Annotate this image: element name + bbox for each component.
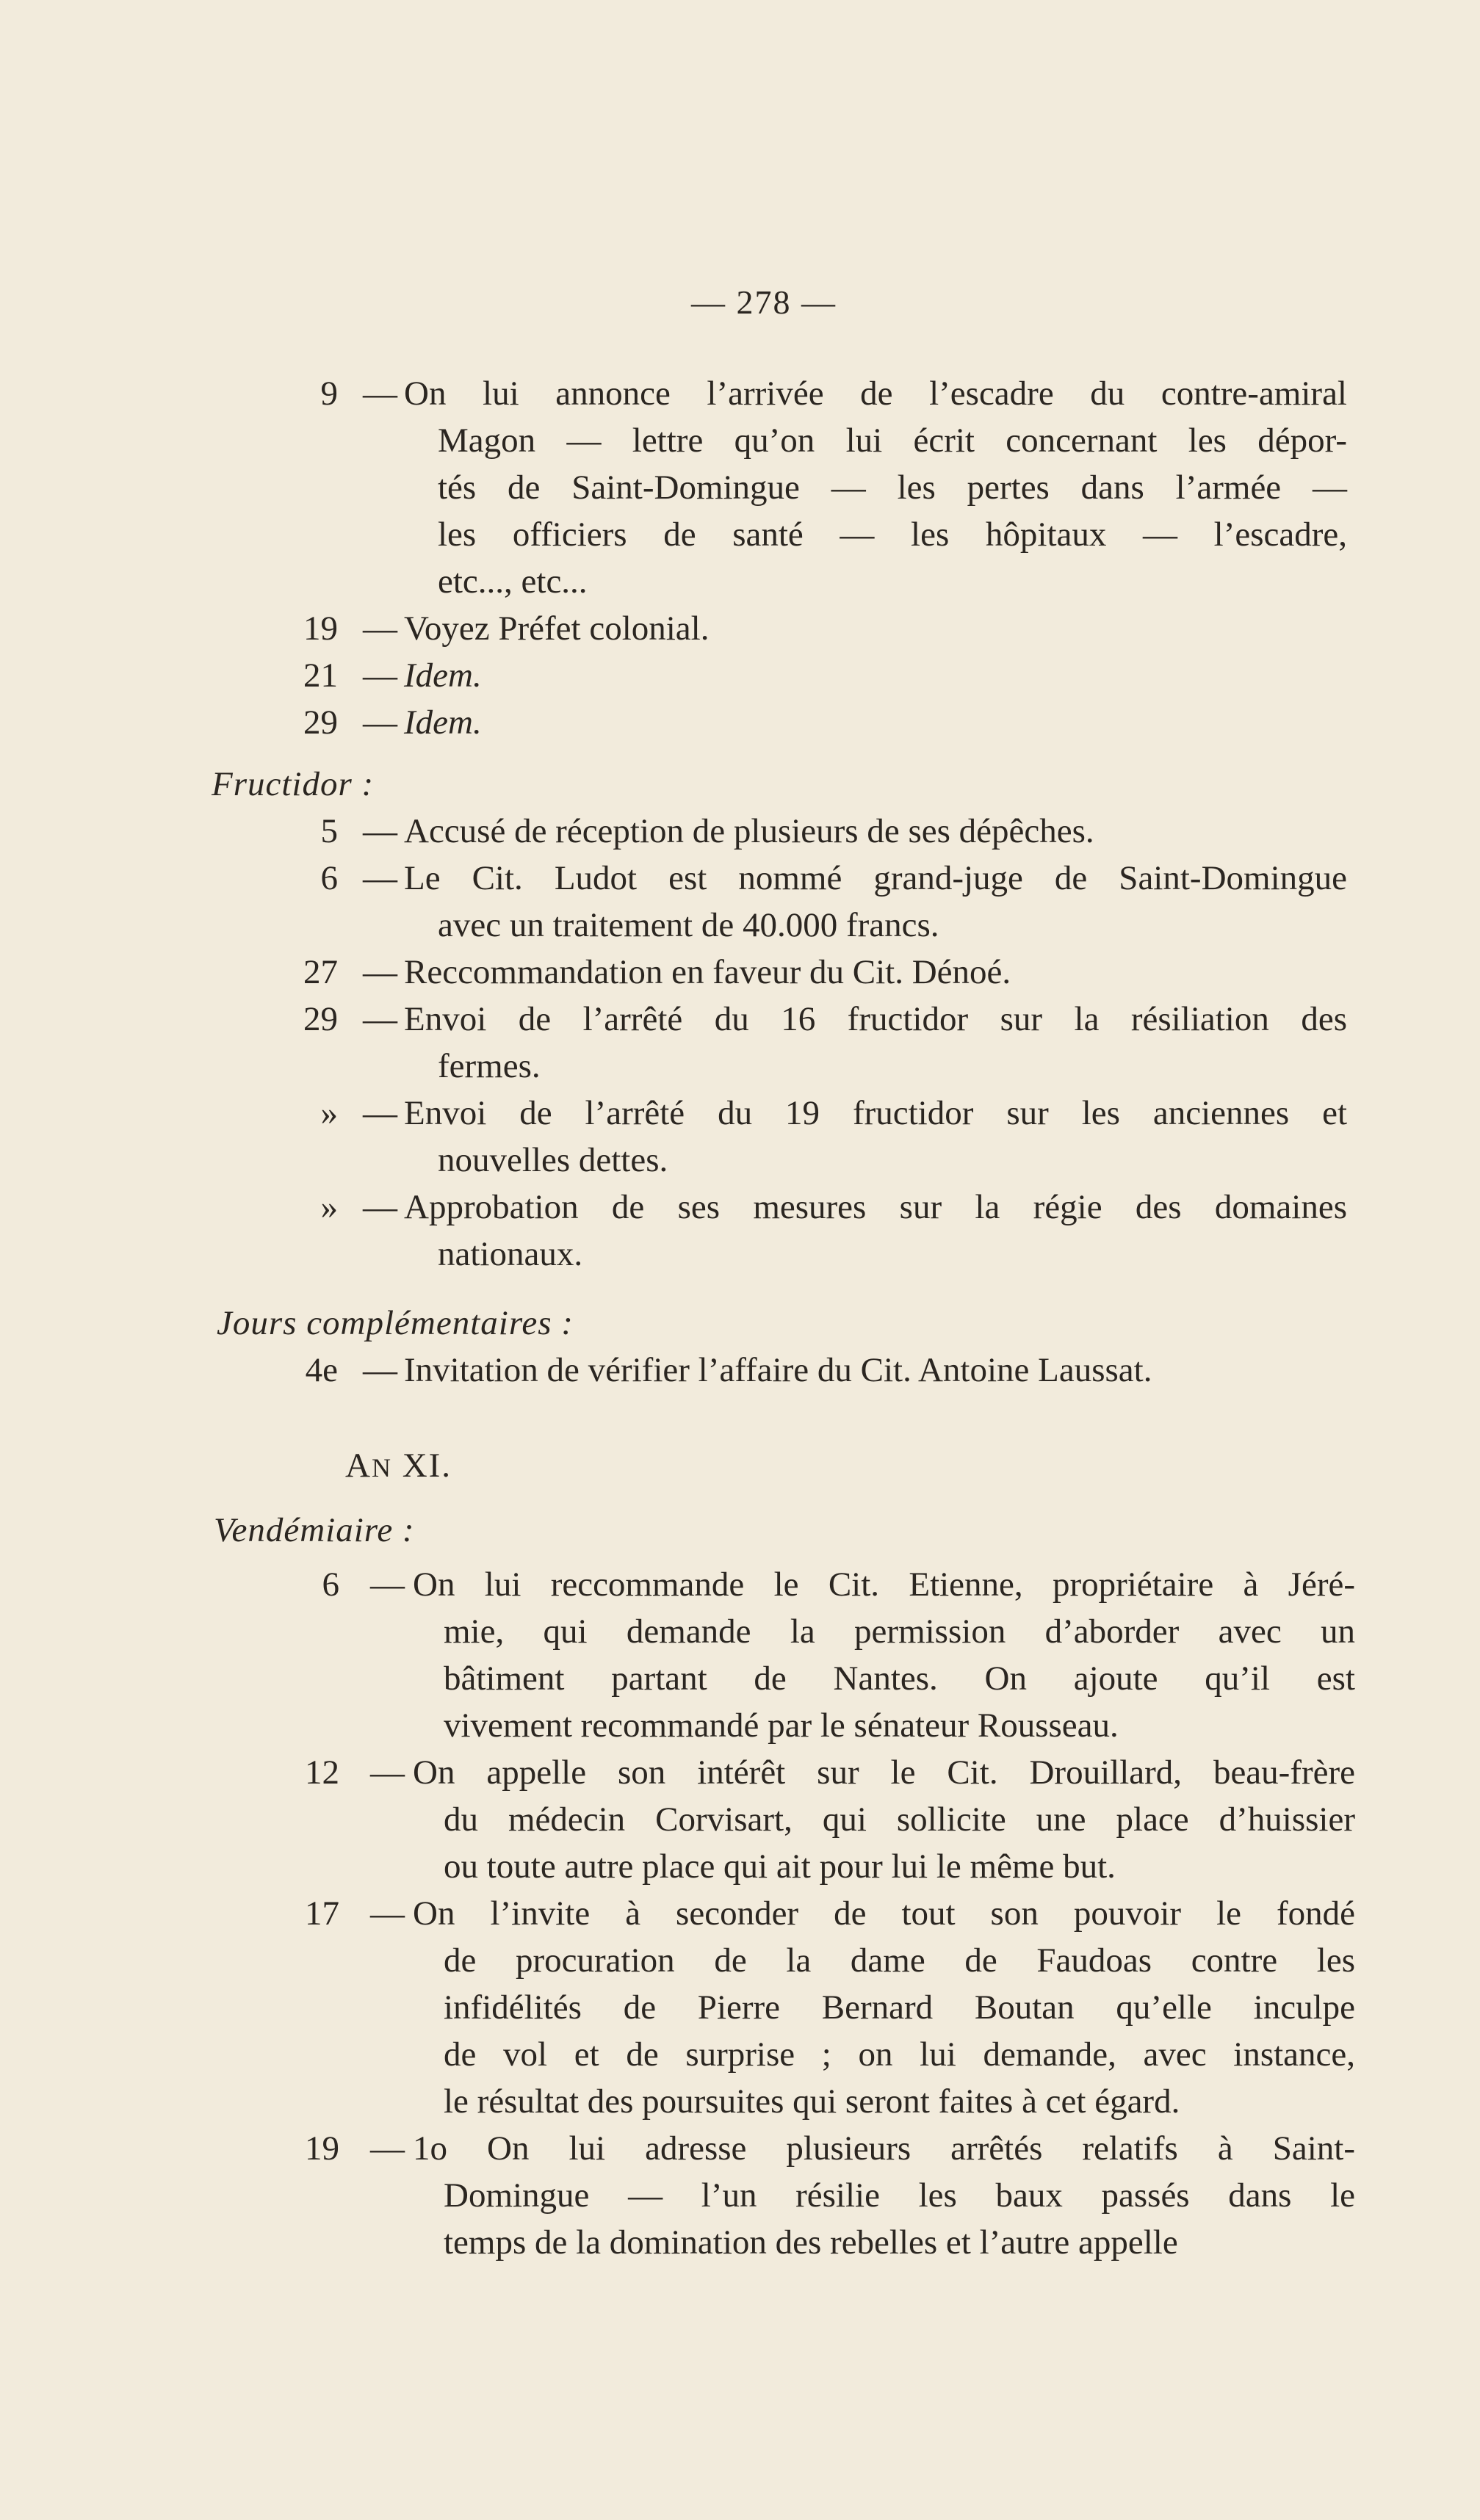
entry-text-line: Reccommandation en faveur du Cit. Dénoé. xyxy=(404,953,1011,991)
entry-day-number: 29 xyxy=(303,1000,338,1038)
entry-day-number: 4e xyxy=(305,1351,338,1389)
entry-dash: — xyxy=(363,656,397,695)
entries-vendemiaire xyxy=(0,1561,1480,2266)
entry-text-line: On l’invite à seconder de tout son pouvoir le fondé xyxy=(413,1894,1355,1933)
entry-day-number: 12 xyxy=(305,1753,339,1792)
entry-text-line: de procuration de la dame de Faudoas contre les xyxy=(444,1941,1355,1980)
entry-day-number: 9 xyxy=(320,374,338,413)
entry-text-line: Voyez Préfet colonial. xyxy=(404,609,710,648)
section-heading-vendemiaire: Vendémiaire : xyxy=(214,1511,415,1549)
entry-dash: — xyxy=(370,1753,405,1792)
entry-day-number: 19 xyxy=(303,609,338,648)
entries-jours-complementaires xyxy=(0,1347,1480,1394)
entry-day-number: 19 xyxy=(305,2129,339,2168)
entry-text-line: Idem. xyxy=(404,703,482,742)
entry-text-line: Envoi de l’arrêté du 19 fructidor sur les anciennes et xyxy=(404,1094,1347,1132)
page-body xyxy=(0,370,1480,2266)
entry-day-number: 29 xyxy=(303,703,338,742)
entry-continuation xyxy=(0,1137,1480,1184)
entry-continuation xyxy=(0,2172,1480,2219)
entry-text-line: le résultat des poursuites qui seront faites à cet égard. xyxy=(444,2082,1180,2121)
entry-continuation xyxy=(0,1702,1480,1749)
entry-continuation xyxy=(0,1937,1480,1984)
entry-continuation xyxy=(0,2078,1480,2125)
entry-text-line: Invitation de vérifier l’affaire du Cit. Antoine Laussat. xyxy=(404,1351,1152,1389)
entry-row xyxy=(0,1561,1480,1608)
entry-dash: — xyxy=(363,812,397,850)
entry-continuation xyxy=(0,1796,1480,1843)
entry-text-line: infidélités de Pierre Bernard Boutan qu’elle inculpe xyxy=(444,1988,1355,2027)
entry-row xyxy=(0,652,1480,699)
entry-text-line: du médecin Corvisart, qui sollicite une place d’huissier xyxy=(444,1800,1355,1839)
entry-row xyxy=(0,855,1480,902)
entry-row xyxy=(0,699,1480,746)
entry-text-line: Approbation de ses mesures sur la régie des domaines xyxy=(404,1188,1347,1226)
entry-day-number: » xyxy=(320,1094,338,1132)
page-number: — 278 — xyxy=(691,283,837,321)
entry-text-line: Le Cit. Ludot est nommé grand-juge de Saint-Domingue xyxy=(404,859,1347,897)
entry-text-line: avec un traitement de 40.000 francs. xyxy=(438,906,939,944)
entry-day-number: 5 xyxy=(320,812,338,850)
entry-text-line: nationaux. xyxy=(438,1235,583,1273)
entry-text-line: Idem. xyxy=(404,656,482,695)
entry-text-line: On lui annonce l’arrivée de l’escadre du contre-amiral xyxy=(404,374,1347,413)
entries-thermidor xyxy=(0,370,1480,746)
entry-dash: — xyxy=(363,1000,397,1038)
entry-continuation xyxy=(0,1984,1480,2031)
entry-text-line: On lui reccommande le Cit. Etienne, propriétaire à Jéré- xyxy=(413,1565,1355,1604)
entry-continuation xyxy=(0,1843,1480,1890)
entry-row xyxy=(0,605,1480,652)
entry-day-number: 6 xyxy=(322,1565,339,1604)
entry-row xyxy=(0,808,1480,855)
entry-continuation xyxy=(0,1231,1480,1278)
year-heading-initial: A xyxy=(345,1447,372,1485)
entry-text-line: bâtiment partant de Nantes. On ajoute qu’il est xyxy=(444,1659,1355,1698)
entry-dash: — xyxy=(363,953,397,991)
year-heading-smallcaps: N xyxy=(371,1453,392,1482)
entry-text-line: fermes. xyxy=(438,1047,541,1085)
entry-text-line: mie, qui demande la permission d’aborder avec un xyxy=(444,1612,1355,1651)
entry-row xyxy=(0,2125,1480,2172)
entry-text-line: vivement recommandé par le sénateur Rousseau. xyxy=(444,1706,1119,1745)
entry-text-line: Magon — lettre qu’on lui écrit concernant les dépor- xyxy=(438,421,1347,460)
entry-text-line: temps de la domination des rebelles et l’autre appelle xyxy=(444,2223,1178,2262)
entry-text-line: Accusé de réception de plusieurs de ses dépêches. xyxy=(404,812,1094,850)
entry-text-line: nouvelles dettes. xyxy=(438,1141,668,1179)
entry-dash: — xyxy=(370,1565,405,1604)
entry-day-number: 21 xyxy=(303,656,338,695)
entry-row xyxy=(0,1890,1480,1937)
entry-dash: — xyxy=(363,859,397,897)
entry-continuation xyxy=(0,417,1480,464)
entry-text-line: les officiers de santé — les hôpitaux — l’escadre, xyxy=(438,515,1347,554)
entry-dash: — xyxy=(363,1094,397,1132)
entry-continuation xyxy=(0,1608,1480,1655)
entry-row xyxy=(0,996,1480,1043)
entry-dash: — xyxy=(363,609,397,648)
entry-continuation xyxy=(0,464,1480,511)
section-heading-jours-complementaires: Jours complémentaires : xyxy=(217,1304,574,1342)
entry-row xyxy=(0,949,1480,996)
entry-dash: — xyxy=(363,374,397,413)
entry-text-line: de vol et de surprise ; on lui demande, avec instance, xyxy=(444,2035,1355,2074)
entry-dash: — xyxy=(363,1351,397,1389)
entry-dash: — xyxy=(363,1188,397,1226)
entry-continuation xyxy=(0,2219,1480,2266)
entry-text-line: etc..., etc... xyxy=(438,562,588,601)
entry-continuation xyxy=(0,902,1480,949)
entry-text-line: Domingue — l’un résilie les baux passés dans le xyxy=(444,2176,1355,2215)
entry-row xyxy=(0,1090,1480,1137)
entries-fructidor xyxy=(0,808,1480,1278)
year-heading xyxy=(0,1442,1480,1489)
entry-row xyxy=(0,1347,1480,1394)
entry-dash: — xyxy=(363,703,397,742)
entry-continuation xyxy=(0,511,1480,558)
entry-text-line: On appelle son intérêt sur le Cit. Drouillard, beau-frère xyxy=(413,1753,1355,1792)
year-heading-number: XI. xyxy=(391,1447,452,1485)
entry-day-number: 17 xyxy=(305,1894,339,1933)
section-heading-fructidor: Fructidor : xyxy=(212,765,375,803)
entry-text-line: tés de Saint-Domingue — les pertes dans l’armée — xyxy=(438,468,1347,507)
entry-row xyxy=(0,1184,1480,1231)
entry-day-number: 27 xyxy=(303,953,338,991)
entry-text-line: Envoi de l’arrêté du 16 fructidor sur la résiliation des xyxy=(404,1000,1347,1038)
entry-text-line: ou toute autre place qui ait pour lui le même but. xyxy=(444,1847,1116,1886)
entry-row xyxy=(0,1749,1480,1796)
entry-day-number: 6 xyxy=(320,859,338,897)
entry-text-line: 1o On lui adresse plusieurs arrêtés relatifs à Saint- xyxy=(413,2129,1355,2168)
entry-dash: — xyxy=(370,2129,405,2168)
entry-dash: — xyxy=(370,1894,405,1933)
entry-continuation xyxy=(0,1043,1480,1090)
entry-day-number: » xyxy=(320,1188,338,1226)
entry-continuation xyxy=(0,1655,1480,1702)
entry-continuation xyxy=(0,558,1480,605)
entry-continuation xyxy=(0,2031,1480,2078)
entry-row xyxy=(0,370,1480,417)
